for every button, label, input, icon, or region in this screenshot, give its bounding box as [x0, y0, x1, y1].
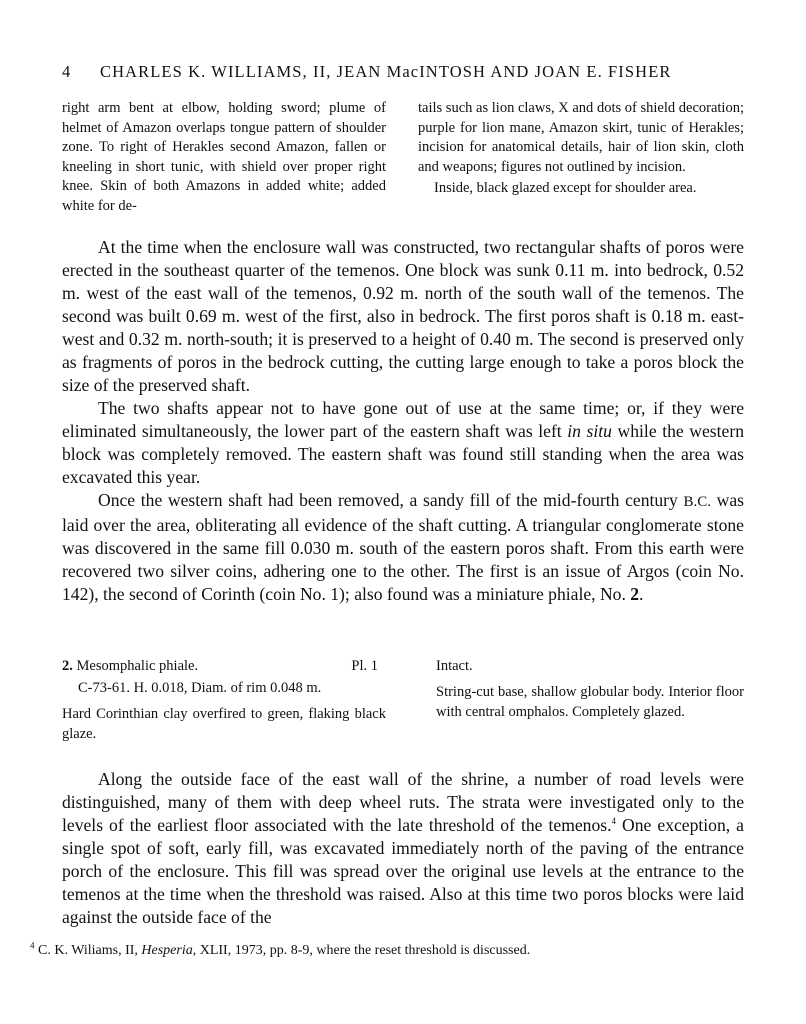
footnote-ref: 4 — [611, 816, 617, 827]
entry-title: Mesomphalic phiale. — [76, 658, 199, 674]
catalogue-ref: 2 — [630, 584, 640, 604]
running-header — [62, 62, 744, 82]
entry-left-column — [62, 656, 386, 744]
entry-inventory: C-73-61. H. 0.018, Diam. of rim 0.048 m. — [78, 680, 322, 696]
italic-in-situ: in situ — [567, 421, 612, 441]
paragraph-4: Along the outside face of the east wall of the shrine, a number of road levels were distinguished, many of them with deep wheel ruts. The strata were investigated only to the levels of the earliest floor associated with the late threshold of the temenos.$^4$ One exception, a single spot of soft, early fill, was excavated immediately north of the paving of the entrance porch of the enclosure. This fill was spread over the original use levels at the entrance to the temenos at the time when the threshold was raised. Also at this time two poros blocks were laid against the outside face of the — [62, 769, 744, 927]
entry-number: 2. — [62, 658, 73, 674]
paragraph-2: The two shafts appear not to have gone out of use at the same time; or, if they were eliminated simultaneously, the lower part of the eastern shaft was left in situ while the western block was completely removed. The eastern shaft was found still standing when the area was excavated this year. — [62, 398, 744, 487]
continuation-left-text: right arm bent at elbow, holding sword; plume of helmet of Amazon overlaps tongue pattern of shoulder zone. To right of Herakles second Amazon, fallen or kneeling in short tunic, with shield over proper right knee. Skin of both Amazons in added white; added white for de- — [62, 100, 386, 214]
entry-title-row — [62, 656, 386, 678]
page-number: 4 — [62, 62, 72, 81]
entry-plate: Pl. 1 — [351, 658, 378, 674]
entry-right-column — [436, 656, 744, 722]
entry-description: String-cut base, shallow globular body. Interior floor with central omphalos. Completely glazed. — [436, 684, 744, 720]
header-authors: CHARLES K. WILLIAMS, II, JEAN MacINTOSH AND JOAN E. FISHER — [100, 62, 672, 81]
continuation-left-column — [62, 99, 386, 217]
paragraph-3: Once the western shaft had been removed, a sandy fill of the mid-fourth century B.C. was laid over the area, obliterating all evidence of the shaft cutting. A triangular conglomerate stone was discovered in the same fill 0.030 m. south of the eastern poros shaft. From this earth were recovered two silver coins, adhering one to the other. The first is an issue of Argos (coin No. 142), the second of Corinth (coin No. 1); also found was a miniature phiale, No. 2. — [62, 490, 744, 604]
continuation-right-text: tails such as lion claws, X and dots of shield decoration; purple for lion mane, Amazon skirt, tunic of Herakles; incision for anatomical details, hair of lion skin, cloth and weapons; figures not outlined by incision. — [418, 100, 744, 175]
body-section-2 — [62, 768, 744, 929]
footnote-journal: Hesperia — [141, 943, 193, 958]
continuation-inside-text: Inside, black glazed except for shoulder area. — [434, 180, 697, 197]
footnote: $^4$ C. K. Wiliams, II, Hesperia, XLII, 1973, pp. 8-9, where the reset threshold is discussed. — [30, 940, 531, 958]
body-section-1 — [62, 236, 744, 606]
bc-abbrev: B.C. — [683, 494, 711, 510]
paragraph-1: At the time when the enclosure wall was constructed, two rectangular shafts of poros were erected in the southeast quarter of the temenos. One block was sunk 0.11 m. into bedrock, 0.52 m. west of the east wall of the temenos, 0.92 m. north of the south wall of the temenos. The second was built 0.69 m. west of the first, also in bedrock. The first poros shaft is 0.18 m. east-west and 0.32 m. north-south; it is preserved to a height of 0.40 m. The second is preserved only as fragments of poros in the bedrock cutting, the cutting large enough to take a poros block the size of the preserved shaft. — [62, 237, 744, 395]
continuation-right-column — [418, 99, 744, 199]
footnote-marker: 4 — [30, 940, 35, 951]
entry-fabric: Hard Corinthian clay overfired to green, flaking black glaze. — [62, 706, 386, 742]
entry-condition: Intact. — [436, 658, 473, 674]
